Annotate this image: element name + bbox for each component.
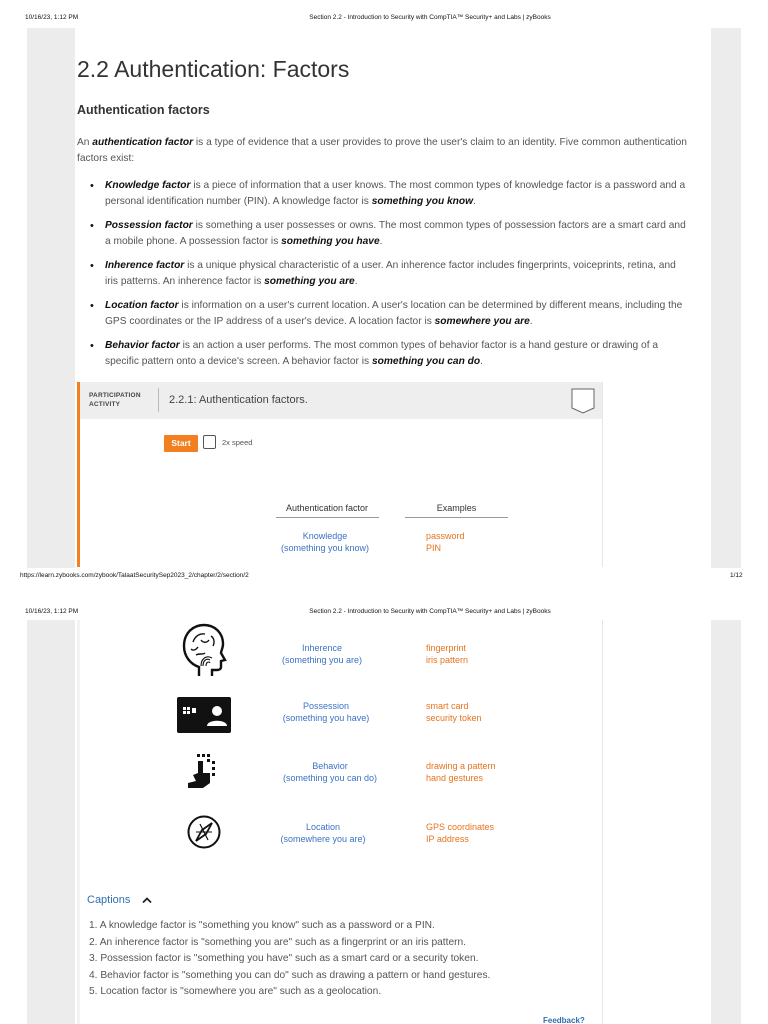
chevron-up-icon[interactable] — [142, 896, 152, 904]
id-card-icon — [177, 697, 231, 733]
page-title: 2.2 Authentication: Factors — [77, 56, 350, 82]
factor-examples-behavior: drawing a pattern hand gestures — [426, 761, 496, 783]
factor-name-knowledge: Knowledge (something you know) — [280, 531, 370, 553]
column-underline — [405, 517, 508, 518]
list-item: • Knowledge factor is a piece of information that a user knows. The most common types of knowledge factor is a password and a personal identification number (PIN). A knowledge factor is something you know. — [89, 178, 689, 210]
factor-examples-location: GPS coordinates IP address — [426, 822, 495, 844]
caption-item: 3. Possession factor is "something you have" such as a smart card or a security token. — [89, 953, 479, 964]
print-header — [0, 594, 768, 615]
factor-name-location: Location (somewhere you are) — [280, 822, 366, 844]
start-button[interactable]: Start — [164, 435, 198, 452]
factor-examples-possession: smart card security token — [426, 701, 482, 723]
factor-name-inherence: Inherence (something you are) — [281, 643, 363, 665]
completion-badge-icon — [571, 388, 595, 414]
left-gutter — [27, 620, 75, 1024]
intro-term: authentication factor — [92, 137, 194, 148]
caption-item: 2. An inherence factor is "something you are" such as a fingerprint or an iris pattern. — [89, 936, 467, 948]
activity-body-border — [602, 620, 603, 1024]
factor-name-possession: Possession (something you have) — [282, 701, 370, 723]
print-date: 10/16/23, 1:12 PM — [25, 14, 79, 21]
speed-checkbox[interactable] — [203, 435, 216, 449]
caption-item: 5. Location factor is "somewhere you are" such as a geolocation. — [89, 986, 382, 997]
feedback-link[interactable]: Feedback? — [543, 1016, 585, 1024]
print-header — [0, 0, 768, 21]
section-subtitle: Authentication factors — [77, 103, 210, 117]
speed-label: 2x speed — [222, 438, 253, 447]
footer-url: https://learn.zybooks.com/zybook/TalaatSecuritySep2023_2/chapter/2/section/2 — [20, 572, 249, 579]
footer-page: 1/12 — [730, 572, 743, 579]
activity-title: 2.2.1: Authentication factors. — [169, 394, 308, 406]
factor-examples-inherence: fingerprint iris pattern — [426, 643, 469, 665]
head-fingerprint-icon — [179, 620, 227, 678]
activity-header — [80, 382, 602, 419]
print-date: 10/16/23, 1:12 PM — [25, 608, 79, 615]
compass-icon — [186, 814, 222, 850]
column-underline — [276, 517, 379, 518]
list-item: • Location factor is information on a user's current location. A user's location can be determined by different means, including the GPS coordinates or the IP address of a user's device. A location factor is somewhere you are. — [89, 298, 689, 330]
column-header-examples: Examples — [436, 503, 477, 513]
print-title: Section 2.2 - Introduction to Security with CompTIA™ Security+ and Labs | zyBooks — [309, 608, 551, 615]
list-item: • Behavior factor is an action a user performs. The most common types of behavior factor is a hand gesture or drawing of a specific pattern onto a device's screen. A behavior factor is something you can do. — [89, 338, 689, 370]
caption-item: 4. Behavior factor is "something you can do" such as drawing a pattern or hand gestures. — [89, 969, 491, 981]
activity-type-label: PARTICIPATION ACTIVITY — [89, 392, 141, 408]
list-item: • Inherence factor is a unique physical characteristic of a user. An inherence factor includes fingerprints, voiceprints, retina, and iris patterns. An inherence factor is something you are. — [89, 258, 689, 290]
column-header-factor: Authentication factor — [285, 503, 369, 513]
factor-examples-knowledge: password PIN — [426, 531, 465, 553]
intro-paragraph: An authentication factor is a type of evidence that a user provides to prove the user's claim to an identity. Five common authentication factors exist: — [77, 137, 687, 164]
captions-toggle[interactable]: Captions — [87, 894, 131, 906]
list-item: • Possession factor is something a user possesses or owns. The most common types of possession factors are a smart card and a mobile phone. A possession factor is something you have. — [89, 218, 689, 250]
hand-gesture-icon — [184, 751, 220, 791]
left-gutter — [27, 28, 75, 568]
right-gutter — [711, 28, 741, 568]
right-gutter — [711, 620, 741, 1024]
activity-body-border — [77, 620, 80, 1024]
header-divider — [158, 388, 159, 412]
print-title: Section 2.2 - Introduction to Security with CompTIA™ Security+ and Labs | zyBooks — [309, 14, 551, 21]
factor-list — [89, 178, 689, 378]
factor-name-behavior: Behavior (something you can do) — [282, 761, 378, 783]
caption-item: 1. A knowledge factor is "something you know" such as a password or a PIN. — [89, 920, 435, 931]
captions-list — [89, 918, 589, 1001]
